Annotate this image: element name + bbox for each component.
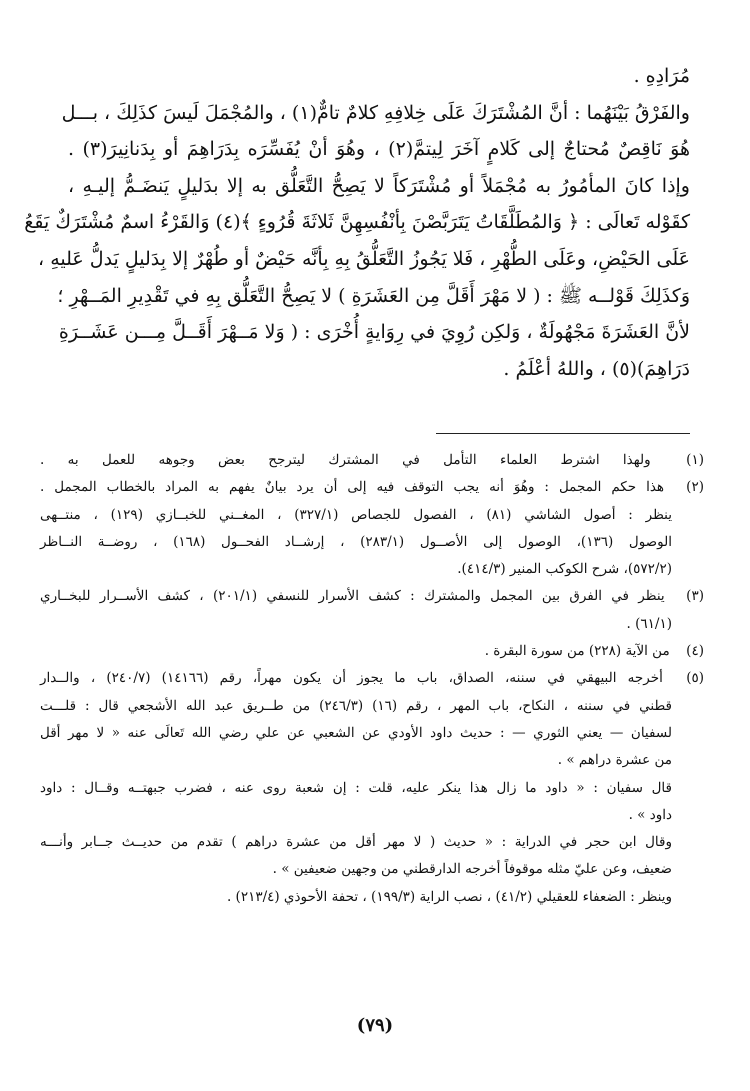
footnote-text: ينظر : أصول الشاشي (٨١) ، الفصول للجصاص (٣٢٧/١) ، المغــني للخبــازي (١٢٩) ، منتــهى xyxy=(40,506,672,523)
footnote-text: من الآية (٢٢٨) من سورة البقرة . xyxy=(484,643,670,660)
main-text xyxy=(24,58,690,387)
footnote-line xyxy=(40,720,704,747)
main-text-line: والفَرْقُ بَيْنَهُما : أنَّ المُشْتَرَكَ عَلَى خِلافِهِ كلامٌ تامٌّ(١) ، والمُجْمَلَ لَيسَ كذَلِكَ ، بـــل xyxy=(61,101,690,124)
main-text-line: وإذا كانَ المأمُورُ به مُجْمَلاً أو مُشْتَرَكاً لا يَصِحُّ التَّعَلُّق به إلا بدَليلٍ يَنضَـمُّ إليـهِ ، xyxy=(68,174,690,197)
footnotes xyxy=(40,447,704,911)
footnote-line xyxy=(40,502,704,529)
footnote-text: وقال ابن حجر في الدراية : « حديث ( لا مهر أقل من عشرة دراهم ) تقدم من حديــث جــابر وأنـــه xyxy=(40,834,672,851)
main-text-line: دَرَاهِمَ)(٥) ، واللهُ أعْلَمُ . xyxy=(503,357,690,380)
footnote-separator xyxy=(436,433,690,434)
footnote-line xyxy=(40,447,704,474)
footnote-line xyxy=(40,856,704,883)
footnote-text: ضعيف، وعن عليّ مثله موقوفاً أخرجه الدارقطني من وجهين ضعيفين » . xyxy=(272,861,672,878)
footnote-line xyxy=(40,611,704,638)
footnote-text: لسفيان — يعني الثوري — : حديث داود الأودي عن الشعبي عن علي رضي الله تَعالَى عنه « لا مهر أقل xyxy=(40,724,672,741)
footnote-text: وينظر : الضعفاء للعقيلي (٤١/٢) ، نصب الراية (١٩٩/٣) ، تحفة الأحوذي (٢١٣/٤) . xyxy=(226,888,672,905)
footnote-text: ولهذا اشترط العلماء التأمل في المشترك ليترجح بعض وجوهه للعمل به . xyxy=(40,452,651,468)
main-text-line: كقَوْله تَعالَى : ﴿ وَالمُطَلَّقَاتُ يَتَرَبَّصْنَ بِأنْفُسِهِنَّ ثَلاثَةَ قُرُوءٍ ﴾(٤) وَالقَرْءُ اسمٌ مُشْتَرَكٌ يَقَعُ xyxy=(24,211,690,234)
main-text-line: وَكذَلِكَ قَوْلــه ﷺ : ( لا مَهْرَ أَقَلَّ مِن العَشَرَةِ ) لا يَصِحُّ التَّعَلُّق بِهِ في تَقْدِيرِ المَــهْرِ ؛ xyxy=(57,284,690,307)
footnote-line xyxy=(40,665,704,692)
footnote-line xyxy=(40,529,704,556)
footnote-text: ينظر في الفرق بين المجمل والمشترك : كشف الأسرار للنسفي (٢٠١/١) ، كشف الأســرار للبخــاري xyxy=(40,588,665,605)
footnote-number: (٥) xyxy=(686,670,705,687)
footnote-number: (٢) xyxy=(686,479,704,496)
footnote-number: (٣) xyxy=(686,588,704,605)
footnote-line xyxy=(40,583,704,610)
footnote-text: داود » . xyxy=(628,806,672,823)
footnote-line xyxy=(40,556,704,583)
main-text-line: عَلَى الحَيْضِ، وعَلَى الطُّهْرِ ، فَلا يَجُوزُ التَّعَلُّقُ بِهِ بِأنَّه حَيْضٌ أو طُهْرٌ إلا بِدَليلٍ يَدلُّ عَليهِ ، xyxy=(38,247,690,270)
footnote-line xyxy=(40,638,704,665)
footnote-line xyxy=(40,829,704,856)
footnote-line xyxy=(40,474,704,501)
footnote-text: (٥٧٢/٢)، شرح الكوكب المنير (٤١٤/٣). xyxy=(457,561,672,578)
main-text-line: لأنَّ العَشَرَةَ مَجْهُولَةٌ ، وَلكِن رُوِيَ في رِوَايةٍ أُخْرَى : ( وَلا مَــهْرَ أَقَــلَّ مِـــن عَشَــرَةِ xyxy=(58,321,690,344)
footnote-line xyxy=(40,775,704,802)
page-number: (٧٩) xyxy=(356,1015,394,1036)
footnote-line xyxy=(40,747,704,774)
footnote-text: هذا حكم المجمل : وهُوَ أنه يجب التوقف فيه إلى أن يرد بيانٌ يفهم به المراد بالخطاب المجمل . xyxy=(40,479,665,496)
footnote-line xyxy=(40,693,704,720)
footnote-text: من عشرة دراهم » . xyxy=(557,752,672,769)
footnote-text: قطني في سننه ، النكاح، باب المهر ، رقم (١٦) (٢٤٦/٣) من طــريق عبد الله الأشجعي قال : قلـــت xyxy=(40,697,672,714)
main-text-line: مُرَادِهِ . xyxy=(633,65,690,87)
main-text-line: هُوَ نَاقِصٌ مُحتاجٌ إلى كَلامٍ آخَرَ لِيتمَّ(٢) ، وهُوَ أنْ يُفَسِّرَه بِدَرَاهِمَ أو بِدَنانِيرَ(٣) . xyxy=(68,138,690,161)
footnote-line xyxy=(40,884,704,911)
footnote-number: (٤) xyxy=(686,643,704,660)
footnote-text: أخرجه البيهقي في سننه، الصداق، باب ما يجوز أن يكون مهراً، رقم (١٤١٦٦) (٢٤٠/٧) ، والــدار xyxy=(40,670,663,687)
footnote-number: (١) xyxy=(686,452,704,468)
footnote-text: قال سفيان : « داود ما زال هذا ينكر عليه، قلت : إن شعبة روى عنه ، فضرب جبهتــه وقــال : داود xyxy=(40,779,672,796)
footnote-line xyxy=(40,802,704,829)
footnote-text: (٦١/١) . xyxy=(626,615,672,632)
footnote-text: الوصول (١٣٦)، الوصول إلى الأصــول (٢٨٣/١) ، إرشــاد الفحــول (١٦٨) ، روضــة النــاظر xyxy=(40,533,672,550)
